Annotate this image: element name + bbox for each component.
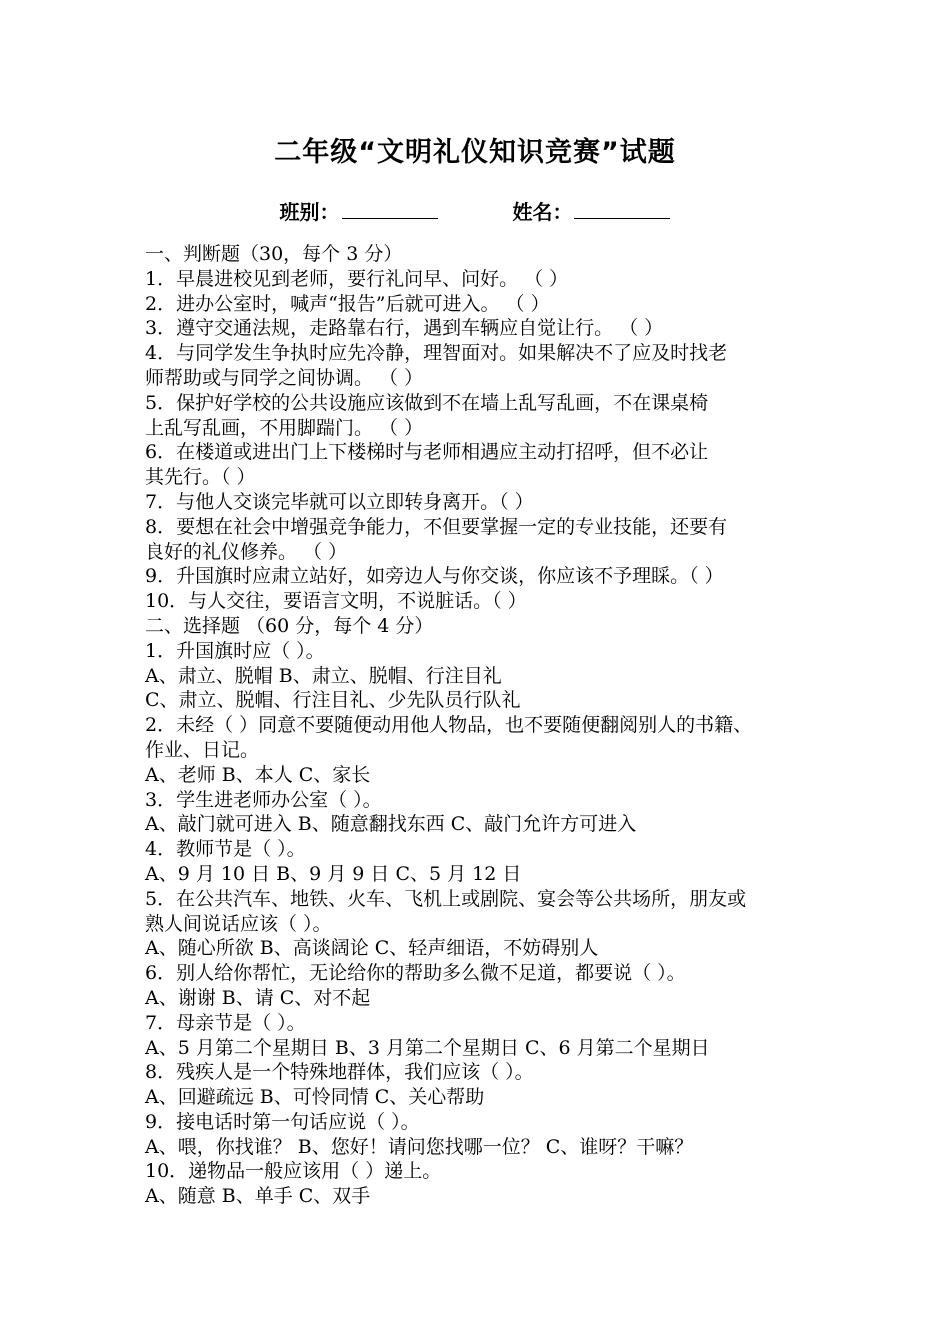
name-field — [512, 196, 670, 225]
question-line: 师帮助或与同学之间协调。 （ ） — [145, 366, 424, 389]
question-line: 8．残疾人是一个特殊地群体，我们应该（ ）。 — [145, 1061, 534, 1084]
question-line: 3．学生进老师办公室（ ）。 — [145, 788, 382, 811]
option-line: A、回避疏远 B、可怜同情 C、关心帮助 — [145, 1086, 485, 1109]
question-line: 8．要想在社会中增强竞争能力，不但要掌握一定的专业技能，还要有 — [145, 515, 728, 538]
question-line: 7．与他人交谈完毕就可以立即转身离开。（ ） — [145, 490, 534, 513]
option-line: C、肃立、脱帽、行注目礼、少先队员行队礼 — [145, 689, 521, 712]
question-line: 良好的礼仪修养。 （ ） — [145, 540, 348, 563]
option-line: A、喂，你找谁？ B、您好！请问您找哪一位？ C、谁呀？干嘛？ — [145, 1135, 694, 1158]
question-line: 7．母亲节是（ ）。 — [145, 1011, 306, 1034]
question-line: 10．递物品一般应该用（ ）递上。 — [145, 1160, 442, 1183]
option-line: A、肃立、脱帽 B、肃立、脱帽、行注目礼 — [145, 664, 502, 687]
section-heading: 二、选择题 （60 分，每个 4 分） — [145, 614, 434, 637]
question-line: 4．教师节是（ ）。 — [145, 838, 306, 861]
option-line: A、随心所欲 B、高谈阔论 C、轻声细语，不妨碍别人 — [145, 937, 599, 960]
question-line: 4．与同学发生争执时应先冷静，理智面对。如果解决不了应及时找老 — [145, 342, 728, 365]
question-line: 1．升国旗时应（ ）。 — [145, 639, 325, 662]
class-blank[interactable] — [342, 200, 438, 219]
class-field — [280, 196, 438, 225]
question-line: 其先行。（ ） — [145, 466, 256, 489]
question-line: 1．早晨进校见到老师，要行礼问早、问好。 （ ） — [145, 267, 569, 290]
section-heading: 一、判断题（30，每个 3 分） — [145, 243, 403, 265]
option-line: A、老师 B、本人 C、家长 — [145, 763, 371, 786]
question-line: 熟人间说话应该（ ）。 — [145, 912, 332, 935]
question-line: 上乱写乱画，不用脚踹门。 （ ） — [145, 416, 424, 439]
question-line: 9．接电话时第一句话应说（ ）。 — [145, 1110, 420, 1133]
page-title: 二年级“文明礼仪知识竞赛”试题 — [274, 137, 676, 168]
class-label: 班别： — [279, 200, 340, 224]
name-blank[interactable] — [574, 200, 670, 219]
option-line: A、谢谢 B、请 C、对不起 — [145, 986, 371, 1009]
question-line: 2．进办公室时，喊声“报告”后就可进入。 （ ） — [145, 292, 550, 315]
option-line: A、9 月 10 日 B、9 月 9 日 C、5 月 12 日 — [145, 862, 522, 885]
question-line: 6．别人给你帮忙，无论给你的帮助多么微不足道，都要说（ ）。 — [145, 962, 686, 985]
question-body — [145, 242, 825, 1209]
question-line: 2．未经（ ）同意不要随便动用他人物品，也不要随便翻阅别人的书籍、 — [145, 714, 753, 737]
question-line: 9．升国旗时应肃立站好，如旁边人与你交谈，你应该不予理睬。（ ） — [145, 565, 724, 588]
question-line: 10．与人交往，要语言文明，不说脏话。（ ） — [145, 590, 527, 613]
option-line: A、5 月第二个星期日 B、3 月第二个星期日 C、6 月第二个星期日 — [145, 1036, 710, 1059]
name-label: 姓名： — [512, 200, 573, 224]
question-line: 3．遵守交通法规，走路靠右行，遇到车辆应自觉让行。 （ ） — [145, 317, 664, 340]
question-line: 6．在楼道或进出门上下楼梯时与老师相遇应主动打招呼，但不必让 — [145, 441, 709, 464]
student-info — [0, 196, 950, 225]
option-line: A、随意 B、单手 C、双手 — [145, 1185, 371, 1208]
option-line: A、敲门就可进入 B、随意翻找东西 C、敲门允许方可进入 — [145, 813, 637, 836]
question-line: 作业、日记。 — [145, 738, 260, 761]
question-line: 5．在公共汽车、地铁、火车、飞机上或剧院、宴会等公共场所，朋友或 — [145, 887, 747, 910]
question-line: 5．保护好学校的公共设施应该做到不在墙上乱写乱画，不在课桌椅 — [145, 391, 709, 414]
